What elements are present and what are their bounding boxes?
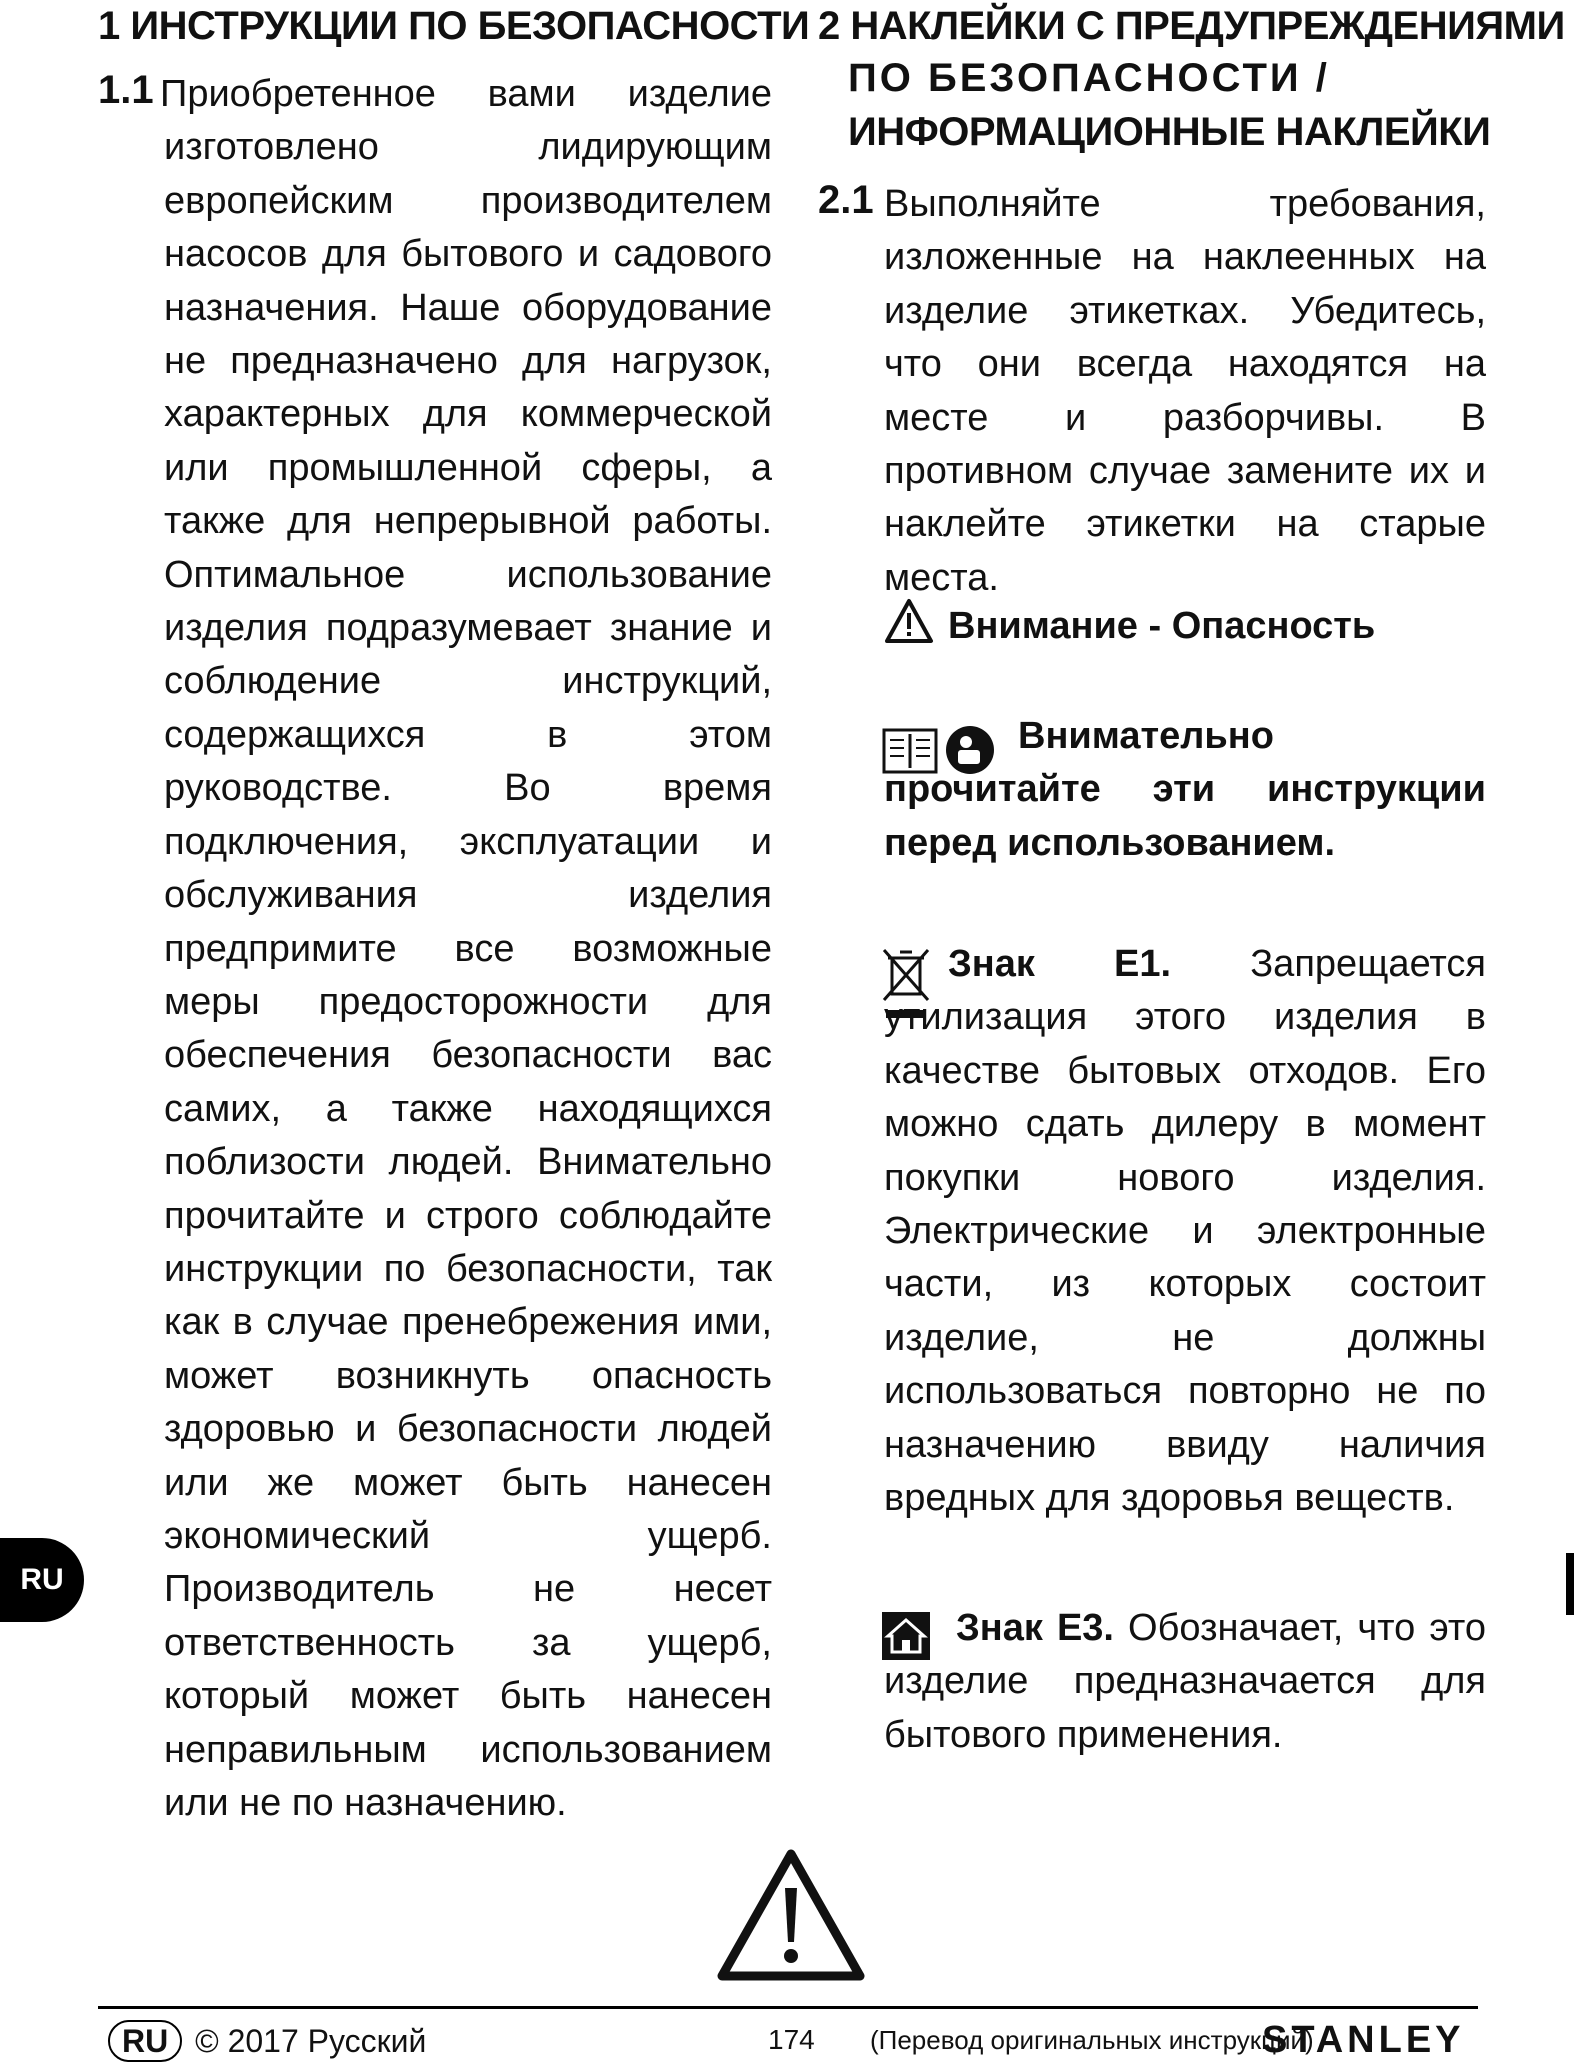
e1-label: Знак E1. — [948, 943, 1172, 985]
warning-triangle-icon — [884, 598, 934, 644]
large-warning-triangle-icon — [716, 1848, 866, 1982]
footer-rule — [98, 2006, 1478, 2009]
footer-copyright — [108, 2020, 426, 2062]
item-2-1-number: 2.1 — [818, 178, 874, 222]
section-1-heading: 1 ИНСТРУКЦИИ ПО БЕЗОПАСНОСТИ — [98, 4, 810, 48]
e3-description — [884, 1602, 1486, 1762]
e1-description — [884, 938, 1486, 1525]
section-2-heading-line1: 2 НАКЛЕЙКИ С ПРЕДУПРЕЖДЕНИЯМИ — [818, 4, 1565, 48]
language-side-tab: RU — [0, 1538, 84, 1622]
item-1-1-number: 1.1 — [98, 68, 154, 112]
read-instructions-text: Внимательно прочитайте эти инструкции перед использованием. — [884, 715, 1486, 864]
e3-label: Знак E3. — [956, 1607, 1114, 1649]
page-edge-marker — [1566, 1553, 1574, 1615]
item-2-1-text: Выполняйте требования, изложенные на наклеенных на изделие этикетках. Убедитесь, что они всегда находятся на месте и разборчивы. В противном случае замените их и наклейте этикетки на старые места. — [884, 183, 1486, 599]
footer-page-number: 174 — [768, 2024, 815, 2055]
e3-text: Обозначает, что это изделие предназначается для бытового применения. — [884, 1607, 1486, 1756]
footer-brand-logo: STANLEY — [1262, 2019, 1465, 2061]
footer-copyright-text: © 2017 Русский — [195, 2023, 427, 2059]
warning-danger-label: Внимание - Опасность — [948, 605, 1376, 647]
section-2-heading-line2: ПО БЕЗОПАСНОСТИ / — [848, 56, 1330, 100]
e1-text: Запрещается утилизация этого изделия в качестве бытовых отходов. Его можно сдать дилеру в момент покупки нового изделия. Электрические и электронные части, из которых состоит изделие, не должны использоваться повторно не по назначению ввиду наличия вредных для здоровья веществ. — [884, 943, 1486, 1520]
footer-language-badge: RU — [108, 2020, 182, 2062]
item-1-1-text: Приобретенное вами изделие изготовлено лидирующим европейским производителем насосов для бытового и садового назначения. Наше оборудование не предназначено для нагрузок, характерных для коммерческой или промышленной сферы, а также для непрерывной работы. Оптимальное использование изделия подразумевает знание и соблюдение инструкций, содержащихся в этом руководстве. Во время подключения, эксплуатации и обслуживания изделия предпримите все возможные меры предосторожности для обеспечения безопасности вас самих, а также находящихся поблизости людей. Внимательно прочитайте и строго соблюдайте инструкции по безопасности, так как в случае пренебрежения ими, может возникнуть опасность здоровью и безопасности людей или же может быть нанесен экономический ущерб. Производитель не несет ответственность за ущерб, который может быть нанесен неправильным использованием или не по назначению. — [160, 73, 772, 1824]
footer-translation-note: (Перевод оригинальных инструкций) — [870, 2025, 1314, 2055]
section-2-heading-line3: ИНФОРМАЦИОННЫЕ НАКЛЕЙКИ — [848, 110, 1491, 154]
